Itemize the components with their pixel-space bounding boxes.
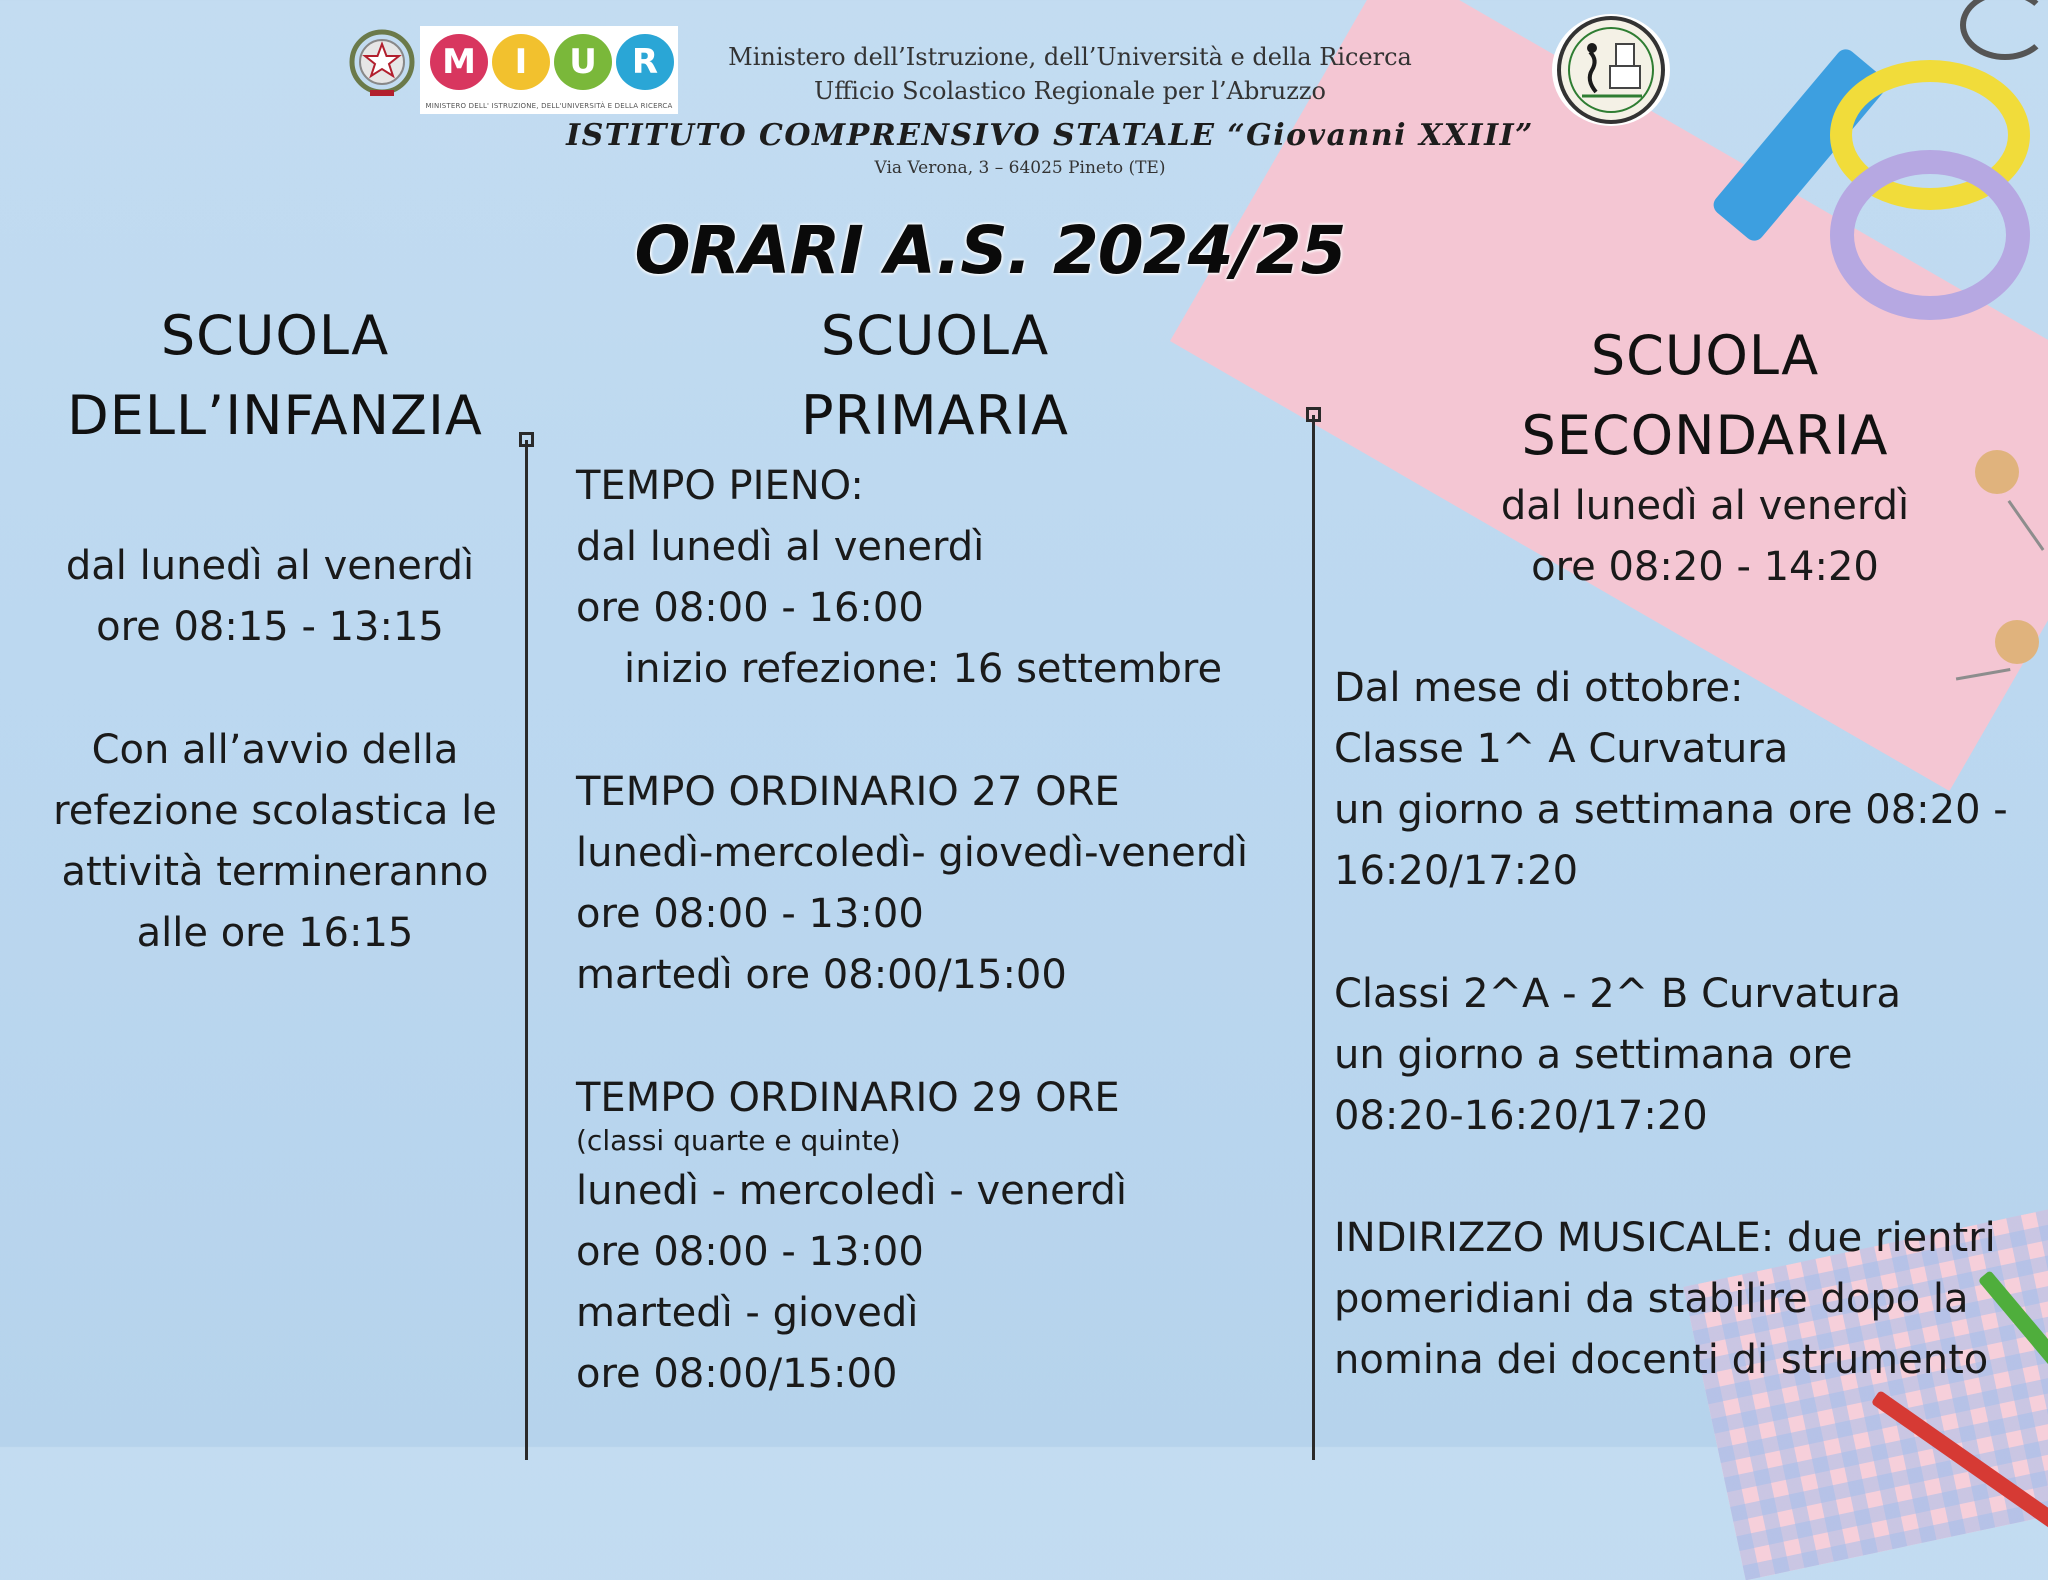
secondaria-musicale	[1334, 1208, 2034, 1391]
secondaria-heading	[1480, 316, 1930, 476]
infanzia-note-line4: alle ore 16:15	[136, 910, 414, 956]
column-divider-right	[1312, 415, 1315, 1460]
ordinario-29-note: (classi quarte e quinte)	[576, 1124, 901, 1157]
miur-letter-r: R	[616, 34, 674, 90]
secondaria-october: Dal mese di ottobre:	[1334, 665, 1744, 711]
primaria-heading-line2: PRIMARIA	[801, 384, 1069, 447]
secondaria-heading-line1: SCUOLA	[1590, 324, 1820, 387]
miur-letter-i: I	[492, 34, 550, 90]
notebook-spiral-decoration	[1960, 0, 2048, 60]
secondaria-hours: ore 08:20 - 14:20	[1531, 544, 1879, 590]
ordinario-27-hours: ore 08:00 - 13:00	[576, 891, 924, 937]
ordinario-27-days: lunedì-mercoledì- giovedì-venerdì	[576, 830, 1248, 876]
tempo-pieno-days: dal lunedì al venerdì	[576, 524, 985, 570]
ministry-header	[620, 40, 1520, 108]
music-line2: pomeridiani da stabilire dopo la	[1334, 1276, 1969, 1322]
divider-cap	[519, 432, 534, 447]
infanzia-note-line2: refezione scolastica le	[53, 788, 497, 834]
secondaria-days: dal lunedì al venerdì	[1500, 483, 1910, 529]
ordinario-29-hours1: ore 08:00 - 13:00	[576, 1229, 924, 1275]
secondaria-schedule	[1460, 476, 1950, 598]
infanzia-column	[30, 296, 520, 456]
page-title: ORARI A.S. 2024/25	[634, 212, 1346, 289]
primaria-column	[700, 296, 1170, 456]
class1-line1: un giorno a settimana ore 08:20 -	[1334, 787, 2008, 833]
italian-republic-emblem-icon	[348, 26, 416, 100]
infanzia-heading	[30, 296, 520, 456]
infanzia-heading-line1: SCUOLA	[160, 304, 390, 367]
primaria-tempo-pieno	[576, 456, 1306, 700]
infanzia-note-line3: attività termineranno	[61, 849, 489, 895]
ordinario-29-days1: lunedì - mercoledì - venerdì	[576, 1168, 1127, 1214]
class1-label: Classe 1^ A Curvatura	[1334, 726, 1789, 772]
secondaria-heading-line2: SECONDARIA	[1521, 404, 1889, 467]
music-line1: INDIRIZZO MUSICALE: due rientri	[1334, 1215, 1996, 1261]
ordinario-27-label: TEMPO ORDINARIO 27 ORE	[576, 769, 1120, 815]
miur-letter-u: U	[554, 34, 612, 90]
tempo-pieno-note: inizio refezione: 16 settembre	[624, 646, 1223, 692]
infanzia-heading-line2: DELL’INFANZIA	[67, 384, 483, 447]
ordinario-27-extra: martedì ore 08:00/15:00	[576, 952, 1067, 998]
tempo-pieno-hours: ore 08:00 - 16:00	[576, 585, 924, 631]
ordinario-29-hours2: ore 08:00/15:00	[576, 1351, 898, 1397]
secondaria-classi-2	[1334, 964, 2034, 1147]
infanzia-schedule	[20, 536, 520, 658]
infanzia-days: dal lunedì al venerdì	[65, 543, 475, 589]
divider-cap	[1306, 407, 1321, 422]
institute-address: Via Verona, 3 – 64025 Pineto (TE)	[874, 158, 1166, 178]
school-logo-icon	[1552, 14, 1670, 126]
purple-tape-decoration	[1830, 150, 2030, 320]
infanzia-note	[20, 720, 530, 964]
class2-label: Classi 2^A - 2^ B Curvatura	[1334, 971, 1901, 1017]
primaria-ordinario-29	[576, 1068, 1306, 1405]
miur-letter-m: M	[430, 34, 488, 90]
class2-line2: 08:20-16:20/17:20	[1334, 1093, 1708, 1139]
institute-name: ISTITUTO COMPRENSIVO STATALE “Giovanni XXIII”	[566, 118, 1534, 153]
primaria-ordinario-27	[576, 762, 1306, 1006]
secondaria-curvatura	[1334, 658, 2034, 902]
ordinario-29-days2: martedì - giovedì	[576, 1290, 919, 1336]
miur-caption: MINISTERO DELL' ISTRUZIONE, DELL'UNIVERSITÀ E DELLA RICERCA	[425, 102, 673, 110]
infanzia-note-line1: Con all’avvio della	[91, 727, 459, 773]
music-line3: nomina dei docenti di strumento	[1334, 1337, 1989, 1383]
class1-line2: 16:20/17:20	[1334, 848, 1579, 894]
ministry-name: Ministero dell’Istruzione, dell’Università e della Ricerca	[728, 43, 1412, 71]
pushpin-icon	[1975, 450, 2019, 494]
primaria-heading	[700, 296, 1170, 456]
tempo-pieno-label: TEMPO PIENO:	[576, 463, 864, 509]
regional-office: Ufficio Scolastico Regionale per l’Abruzzo	[814, 77, 1326, 105]
ordinario-29-label: TEMPO ORDINARIO 29 ORE	[576, 1075, 1120, 1121]
primaria-heading-line1: SCUOLA	[820, 304, 1050, 367]
secondaria-column	[1480, 316, 1930, 476]
infanzia-hours: ore 08:15 - 13:15	[96, 604, 444, 650]
class2-line1: un giorno a settimana ore	[1334, 1032, 1853, 1078]
